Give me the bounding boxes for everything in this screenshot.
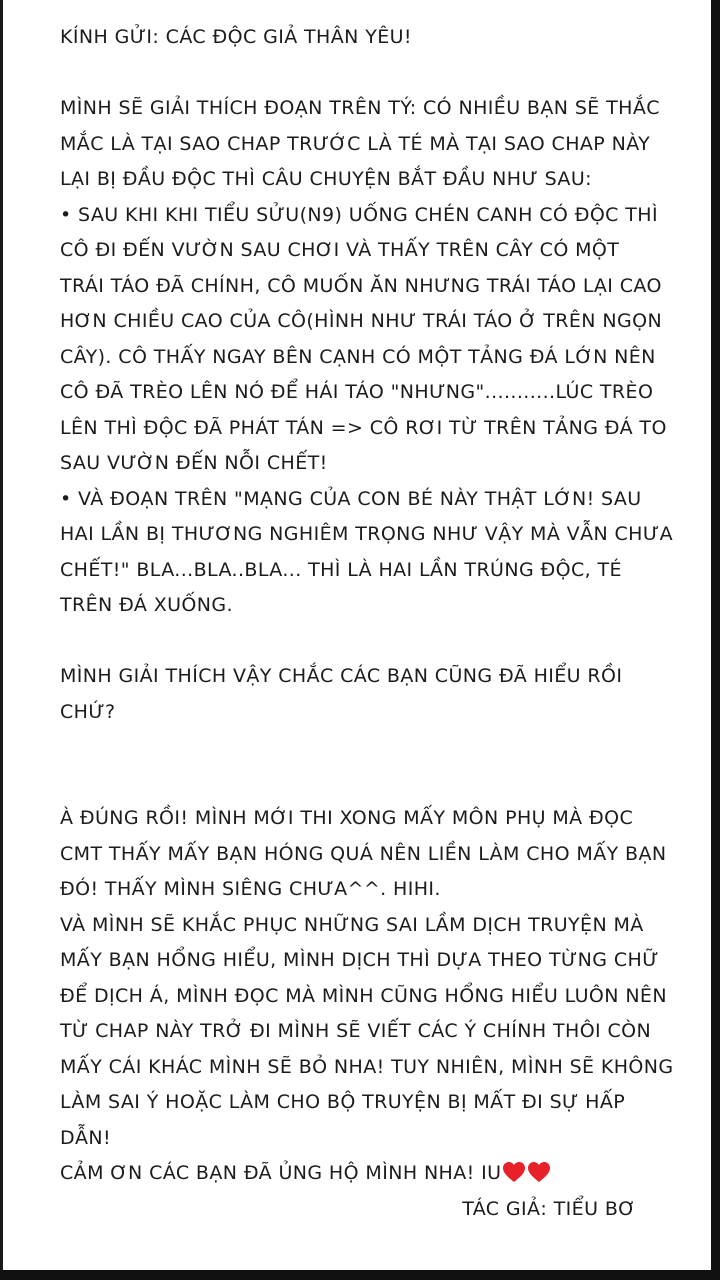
text-line: CHẾT!" BLA...BLA..BLA... THÌ LÀ HAI LẦN TRÚNG ĐỘC, TÉ <box>60 558 622 581</box>
heart-icon <box>527 1161 551 1183</box>
text-line: CMT THẤY MẤY BẠN HÓNG QUÁ NÊN LIỀN LÀM CHO MẤY BẠN <box>60 842 667 865</box>
text-line: LÀM SAI Ý HOẶC LÀM CHO BỘ TRUYỆN BỊ MẤT ĐI SỰ HẤP <box>60 1091 626 1113</box>
text-line: MÌNH GIẢI THÍCH VẬY CHẮC CÁC BẠN CŨNG ĐÃ HIỂU RỒI <box>60 665 623 687</box>
text-line: • VÀ ĐOẠN TRÊN "MẠNG CỦA CON BÉ NÀY THẬT LỚN! SAU <box>60 487 642 510</box>
text-line: CHỨ? <box>60 700 116 723</box>
right-edge <box>711 0 720 1280</box>
text-line: CÔ ĐI ĐẾN VƯỜN SAU CHƠI VÀ THẤY TRÊN CÂY CÓ MỘT <box>60 239 620 261</box>
text-line: MẤY CÁI KHÁC MÌNH SẼ BỎ NHA! TUY NHIÊN, MÌNH SẼ KHÔNG <box>60 1055 674 1078</box>
thanks-line <box>60 1156 700 1192</box>
paragraph-question <box>60 659 700 730</box>
heart-icon <box>502 1161 526 1183</box>
paragraph-gap <box>60 730 700 801</box>
greeting: KÍNH GỬI: CÁC ĐỘC GIẢ THÂN YÊU! <box>60 26 412 48</box>
text-line: MẤY BẠN HỔNG HIỂU, MÌNH DỊCH THÌ DỰA THEO TỪNG CHỮ <box>60 949 659 971</box>
paragraph-explanation <box>60 91 700 624</box>
text-line: LÊN THÌ ĐỘC ĐÃ PHÁT TÁN => CÔ RƠI TỪ TRÊN TẢNG ĐÁ TO <box>60 416 667 439</box>
text-line: ĐÓ! THẤY MÌNH SIÊNG CHƯA^^. HIHI. <box>60 878 441 900</box>
text-line: CÔ ĐÃ TRÈO LÊN NÓ ĐỂ HÁI TÁO "NHƯNG"...........LÚC TRÈO <box>60 381 654 403</box>
text-line: MÌNH SẼ GIẢI THÍCH ĐOẠN TRÊN TÝ: CÓ NHIỀU BẠN SẼ THẮC <box>60 97 660 119</box>
text-line: TRÊN ĐÁ XUỐNG. <box>60 594 233 616</box>
text-line: VÀ MÌNH SẼ KHẮC PHỤC NHỮNG SAI LẦM DỊCH TRUYỆN MÀ <box>60 913 644 936</box>
text-line: TRÁI TÁO ĐÃ CHÍNH, CÔ MUỐN ĂN NHƯNG TRÁI TÁO LẠI CAO <box>60 274 662 297</box>
text-line: • SAU KHI KHI TIỂU SỬU(N9) UỐNG CHÉN CANH CÓ ĐỘC THÌ <box>60 203 658 226</box>
text-line: DẪN! <box>60 1126 112 1149</box>
text-line: À ĐÚNG RỒI! MÌNH MỚI THI XONG MẤY MÔN PHỤ MÀ ĐỌC <box>60 807 634 829</box>
text-line: CÂY). CÔ THẤY NGAY BÊN CẠNH CÓ MỘT TẢNG ĐÁ LỚN NÊN <box>60 345 656 368</box>
text-line: HAI LẦN BỊ THƯƠNG NGHIÊM TRỌNG NHƯ VẬY MÀ VẪN CHƯA <box>60 523 673 545</box>
text-line: SAU VƯỜN ĐẾN NỖI CHẾT! <box>60 452 328 474</box>
letter-body <box>60 20 700 1227</box>
signature: TÁC GIẢ: TIỂU BƠ <box>462 1197 636 1220</box>
bottom-edge <box>0 1270 720 1280</box>
text-line: ĐỂ DỊCH Á, MÌNH ĐỌC MÀ MÌNH CŨNG HỔNG HIỂU LUÔN NÊN <box>60 984 667 1007</box>
thanks-text: CẢM ƠN CÁC BẠN ĐÃ ỦNG HỘ MÌNH NHA! IU <box>60 1162 502 1184</box>
text-line: HƠN CHIỀU CAO CỦA CÔ(HÌNH NHƯ TRÁI TÁO Ở TRÊN NGỌN <box>60 310 663 332</box>
paragraph-gap <box>60 624 700 660</box>
paragraph-announcement <box>60 801 700 1156</box>
text-line: LẠI BỊ ĐẦU ĐỘC THÌ CÂU CHUYỆN BẮT ĐẦU NHƯ SAU: <box>60 168 592 190</box>
left-edge <box>0 0 3 1280</box>
text-line: MẮC LÀ TẠI SAO CHAP TRƯỚC LÀ TÉ MÀ TẠI SAO CHAP NÀY <box>60 132 651 155</box>
text-line: TỪ CHAP NÀY TRỞ ĐI MÌNH SẼ VIẾT CÁC Ý CHÍNH THÔI CÒN <box>60 1020 652 1042</box>
paragraph-gap <box>60 56 700 92</box>
